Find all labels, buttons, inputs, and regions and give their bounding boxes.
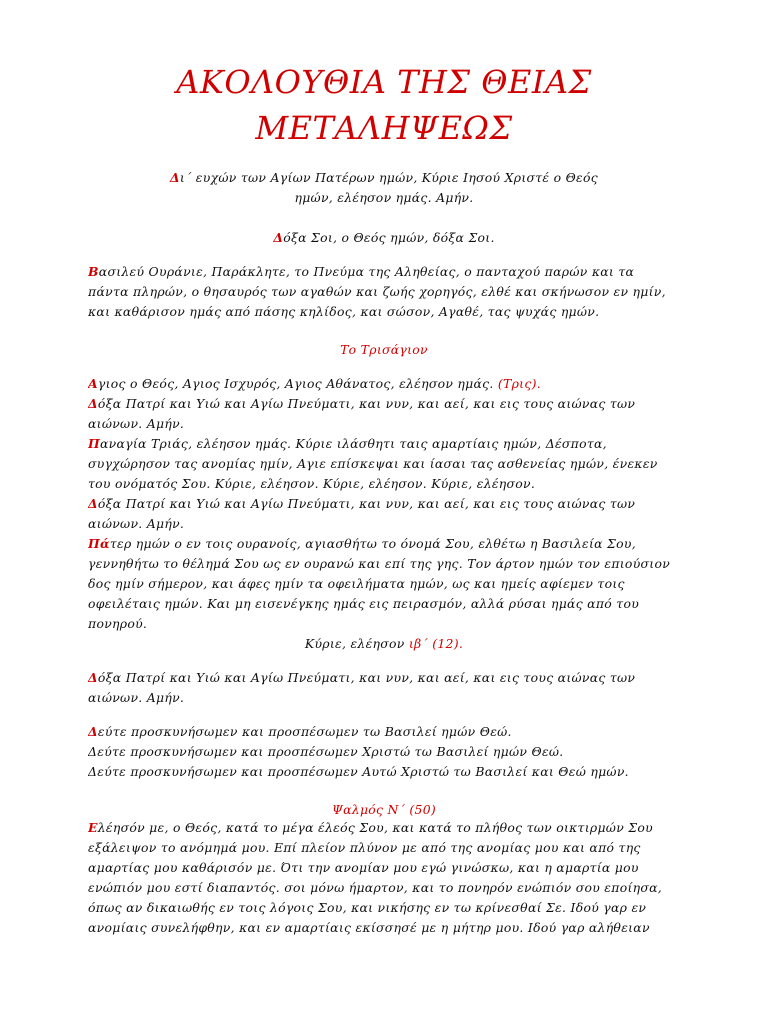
- heavenly-king-prayer: [88, 262, 680, 322]
- text-line: εύτε προσκυνήσωμεν και προσπέσωμεν τω Βασιλεί ημών Θεώ.: [97, 724, 512, 739]
- drop-initial: Α: [88, 376, 98, 391]
- text-line: αναγία Τριάς, ελέησον ημάς. Κύριε ιλάσθητι ταις αμαρτίαις ημών, Δέσποτα,: [100, 436, 607, 451]
- text-line: αιώνων. Αμήν.: [88, 416, 185, 431]
- text-line: συγχώρησον τας ανομίας ημίν, Αγιε επίσκεψαι και ίασαι τας ασθενείας ημών, ένεκεν: [88, 456, 658, 471]
- text-line: γεννηθήτω το θέλημά Σου ως εν ουρανώ και επί της γης. Τον άρτον ημών τον επιούσιον: [88, 556, 671, 571]
- text-line: Δεύτε προσκυνήσωμεν και προσπέσωμεν Αυτώ Χριστώ τω Βασιλεί και Θεώ ημών.: [88, 764, 629, 779]
- text-line: γιος ο Θεός, Αγιος Ισχυρός, Αγιος Αθάνατος, ελέησον ημάς.: [97, 376, 498, 391]
- text-line: ι΄ ευχών των Αγίων Πατέρων ημών, Κύριε Ιησού Χριστέ ο Θεός: [179, 170, 598, 185]
- glory-be-prayer: [88, 668, 680, 708]
- come-let-us-worship: [88, 722, 680, 782]
- text-line: τερ ημών ο εν τοις ουρανοίς, αγιασθήτω το όνομά Σου, ελθέτω η Βασιλεία Σου,: [109, 536, 636, 551]
- text-line: Δεύτε προσκυνήσωμεν και προσπέσωμεν Χριστώ τω Βασιλεί ημών Θεώ.: [88, 744, 564, 759]
- text-line: πονηρού.: [88, 616, 148, 631]
- text-line: του ονόματός Σου. Κύριε, ελέησον. Κύριε, ελέησον. Κύριε, ελέησον.: [88, 476, 536, 491]
- text-line: πάντα πληρών, ο θησαυρός των αγαθών και ζωής χορηγός, ελθέ και σκήνωσον εν ημίν,: [88, 284, 666, 299]
- drop-initial: Δ: [88, 496, 98, 511]
- text-line: αιώνων. Αμήν.: [88, 690, 185, 705]
- text-line: όξα Πατρί και Υιώ και Αγίω Πνεύματι, και νυν, και αεί, και εις τους αιώνας των: [97, 670, 636, 685]
- text-line: όπως αν δικαιωθής εν τοις λόγοις Σου, και νικήσης εν τω κρίνεσθαί Σε. Ιδού γαρ εν: [88, 900, 647, 915]
- text-line: ενώπιόν μου εστί διαπαντός. σοι μόνω ήμαρτον, και το πονηρόν ενώπιόν σου εποίησα,: [88, 880, 662, 895]
- psalm-50-text: [88, 818, 680, 938]
- trisagion-prayers: [88, 374, 680, 654]
- drop-initial: Β: [88, 264, 99, 279]
- section-heading-psalm-50: Ψαλμός Ν΄ (50): [331, 802, 437, 817]
- text-line: ανομίαις συνελήφθην, και εν αμαρτίαις εκίσσησέ με η μήτηρ μου. Ιδού γαρ αλήθειαν: [88, 920, 650, 935]
- section-heading-trisagion: Το Τρισάγιον: [340, 342, 428, 357]
- text-line: αμαρτίας μου καθάρισόν με. Ότι την ανομίαν μου εγώ γινώσκω, και η αμαρτία μου: [88, 860, 639, 875]
- drop-initial: Ε: [88, 820, 98, 835]
- text-line: και καθάρισον ημάς από πάσης κηλίδος, και σώσον, Αγαθέ, τας ψυχάς ημών.: [88, 304, 600, 319]
- drop-initial: Δ: [88, 670, 98, 685]
- text-line: ασιλεύ Ουράνιε, Παράκλητε, το Πνεύμα της Αληθείας, ο πανταχού παρών και τα: [98, 264, 635, 279]
- text-line: δος ημίν σήμερον, και άφες ημίν τα οφειλήματα ημών, ως και ημείς αφίεμεν τοις: [88, 576, 625, 591]
- document-title-line-1: ΑΚΟΛΟΥΘΙΑ ΤΗΣ ΘΕΙΑΣ: [176, 63, 592, 101]
- text-line: όξα Σοι, ο Θεός ημών, δόξα Σοι.: [283, 230, 495, 245]
- text-line: αιώνων. Αμήν.: [88, 516, 185, 531]
- text-line: οφειλέταις ημών. Και μη εισενέγκης ημάς εις πειρασμόν, αλλά ρύσαι ημάς από του: [88, 596, 640, 611]
- text-line: λέησόν με, ο Θεός, κατά το μέγα έλεός Σου, και κατά το πλήθος των οικτιρμών Σου: [97, 820, 653, 835]
- drop-initial: Δ: [273, 230, 284, 245]
- rubric-note: ιβ΄ (12).: [408, 636, 464, 651]
- document-title-line-2: ΜΕΤΑΛΗΨΕΩΣ: [255, 109, 513, 147]
- drop-initial: Πά: [88, 536, 110, 551]
- opening-prayer: [88, 168, 680, 208]
- drop-initial: Π: [88, 436, 101, 451]
- text-line: εξάλειψον το ανόμημά μου. Επί πλείον πλύνον με από της ανομίας μου και από της: [88, 840, 641, 855]
- text-line: όξα Πατρί και Υιώ και Αγίω Πνεύματι, και νυν, και αεί, και εις τους αιώνας των: [97, 496, 636, 511]
- text-line: Κύριε, ελέησον: [304, 636, 409, 651]
- rubric-note: (Τρις).: [497, 376, 541, 391]
- text-line: όξα Πατρί και Υιώ και Αγίω Πνεύματι, και νυν, και αεί, και εις τους αιώνας των: [97, 396, 636, 411]
- text-line: ημών, ελέησον ημάς. Αμήν.: [294, 190, 474, 205]
- drop-initial: Δ: [169, 170, 180, 185]
- drop-initial: Δ: [88, 396, 98, 411]
- drop-initial: Δ: [88, 724, 98, 739]
- doxology: [88, 228, 680, 248]
